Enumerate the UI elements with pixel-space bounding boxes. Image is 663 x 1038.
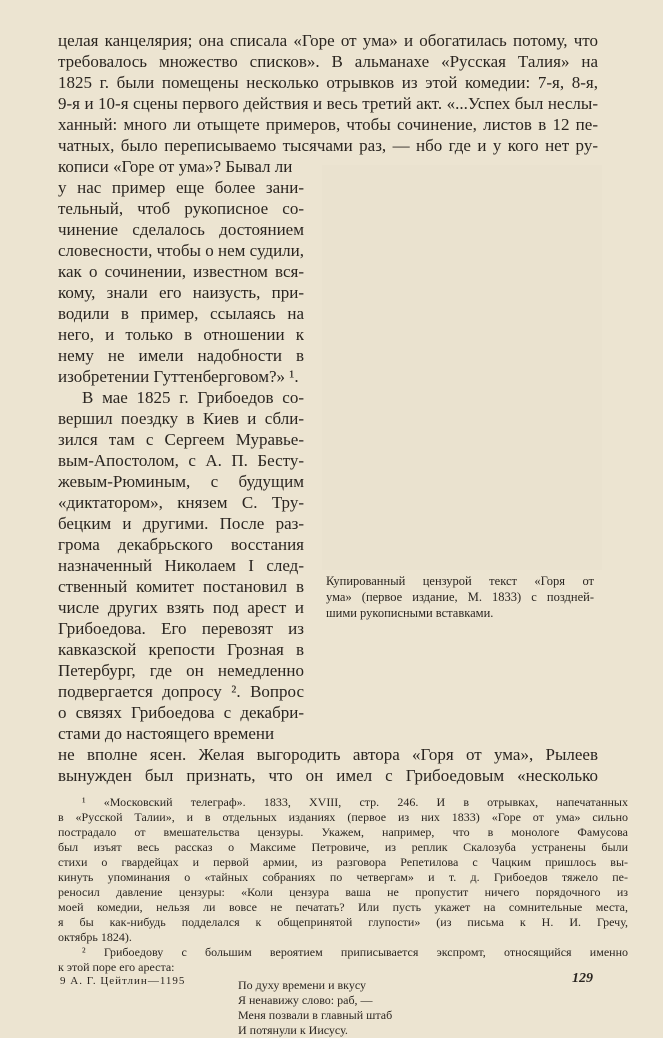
text-line: подвергается допросу ². Вопрос [58, 682, 304, 701]
footnote-line: к этой поре его ареста: [58, 960, 175, 974]
text-line: «диктатором», князем С. Тру- [58, 493, 304, 512]
footnote-line: ¹ «Московский телеграф». 1833, XVIII, стр. 246. И в отрывках, напечатанных [82, 795, 628, 809]
text-line: 1825 г. были помещены несколько отрывков из этой комедии: 7-я, 8-я, [58, 73, 598, 92]
footnote-line: ² Грибоедову с большим вероятием приписывается экспромт, относящийся именно [82, 945, 628, 959]
text-line: кавказской крепости Грозная в [58, 640, 304, 659]
text-line: вынужден был признать, что он имел с Грибоедовым «несколько [58, 766, 598, 785]
footnote-line: моей комедии, нельзя ли вовсе не печатать? Или пусть укажет на сомнительные места, [58, 900, 628, 914]
text-line: как о сочинении, известном вся- [58, 262, 304, 281]
text-line: вым-Апостолом, с А. П. Бесту- [58, 451, 304, 470]
text-line: кому, знали его наизусть, при- [58, 283, 304, 302]
caption-line: ума» (первое издание, М. 1833) с поздней- [326, 590, 594, 604]
footnote-line: реносил давление цензуры: «Коли цензура ваша не пропустит ничего порядочного из [58, 885, 628, 899]
footnote-line: пострадало от вмешательства цензуры. Укажем, например, что в монологе Фамусова [58, 825, 628, 839]
illustration-placeholder [322, 165, 602, 570]
text-line: ственный комитет постановил в [58, 577, 304, 596]
text-line: о связях Грибоедова с декабри- [58, 703, 304, 722]
footnote-line: октябрь 1824). [58, 930, 132, 944]
caption-line: шими рукописными вставками. [326, 606, 494, 620]
text-line: требовалось множество списков». В альманахе «Русская Талия» на [58, 52, 598, 71]
text-line: словесности, чтобы о нем судили, [58, 241, 304, 260]
text-line: вершил поездку в Киев и сбли- [58, 409, 304, 428]
caption-line: Купированный цензурой текст «Горя от [326, 574, 594, 588]
text-line: зился там с Сергеем Муравье- [58, 430, 304, 449]
text-line: 9-я и 10-я сцены первого действия и весь третий акт. «...Успех был неслы- [58, 94, 598, 113]
text-line: стами до настоящего времени [58, 724, 275, 743]
text-line: В мае 1825 г. Грибоедов со- [82, 388, 304, 407]
footnote-line: стихи о гвардейцах и первой армии, из разговора Репетилова с Чацким пришлось вы- [58, 855, 628, 869]
text-line: назначенный Николаем I след- [58, 556, 304, 575]
text-line: жевым-Рюминым, с будущим [58, 472, 304, 491]
footnote-line: был изъят весь рассказ о Максиме Петровиче, из реплик Скалозуба устранены были [58, 840, 628, 854]
footnote-line: я бы как-нибудь подделался к общепринятой глупости» (из письма к Н. И. Гречу, [58, 915, 628, 929]
text-line: целая канцелярия; она списала «Горе от ума» и обогатилась потому, что [58, 31, 598, 50]
text-line: кописи «Горе от ума»? Бывал ли [58, 157, 293, 176]
text-line: числе других взять под арест и [58, 598, 304, 617]
text-line: бецким и другими. После раз- [58, 514, 304, 533]
text-line: чинение сделалось достоянием [58, 220, 304, 239]
text-line: тельный, чтоб рукописное со- [58, 199, 304, 218]
text-line: него, и только в отношении к [58, 325, 304, 344]
text-line: водили в пример, ссылаясь на [58, 304, 304, 323]
illustration-caption [326, 573, 594, 621]
text-line: не вполне ясен. Желая выгородить автора «Горя от ума», Рылеев [58, 745, 598, 764]
text-line: нему не имели надобности в [58, 346, 304, 365]
text-line: чатных, было переписываемо тысячами раз, — нбо где и у кого нет ру- [58, 136, 598, 155]
verse-line: Я ненавижу слово: раб, — [238, 993, 373, 1007]
text-line: ханный: много ли отыщете примеров, чтобы сочинение, листов в 12 пе- [58, 115, 598, 134]
verse-line: И потянули к Иисусу. [238, 1023, 348, 1037]
text-line: Грибоедова. Его перевозят из [58, 619, 304, 638]
footnote-line: кинуть упоминания о «тайных собраниях по четвергам» и т. д. Грибоедов тяжело пе- [58, 870, 628, 884]
verse-line: Меня позвали в главный штаб [238, 1008, 393, 1022]
text-line: изобретении Гуттенберговом?» ¹. [58, 367, 299, 386]
text-line: грома декабрьского восстания [58, 535, 304, 554]
text-line: у нас пример еще более зани- [58, 178, 304, 197]
text-line: Петербург, где он немедленно [58, 661, 304, 680]
footnote-line: в «Русской Талии», и в отдельных изданиях (первое из них 1833) «Горе от ума» сильно [58, 810, 628, 824]
verse-line: По духу времени и вкусу [238, 978, 366, 992]
printer-signature: 9 А. Г. Цейтлин—1195 [60, 975, 186, 987]
page-number: 129 [572, 971, 593, 986]
